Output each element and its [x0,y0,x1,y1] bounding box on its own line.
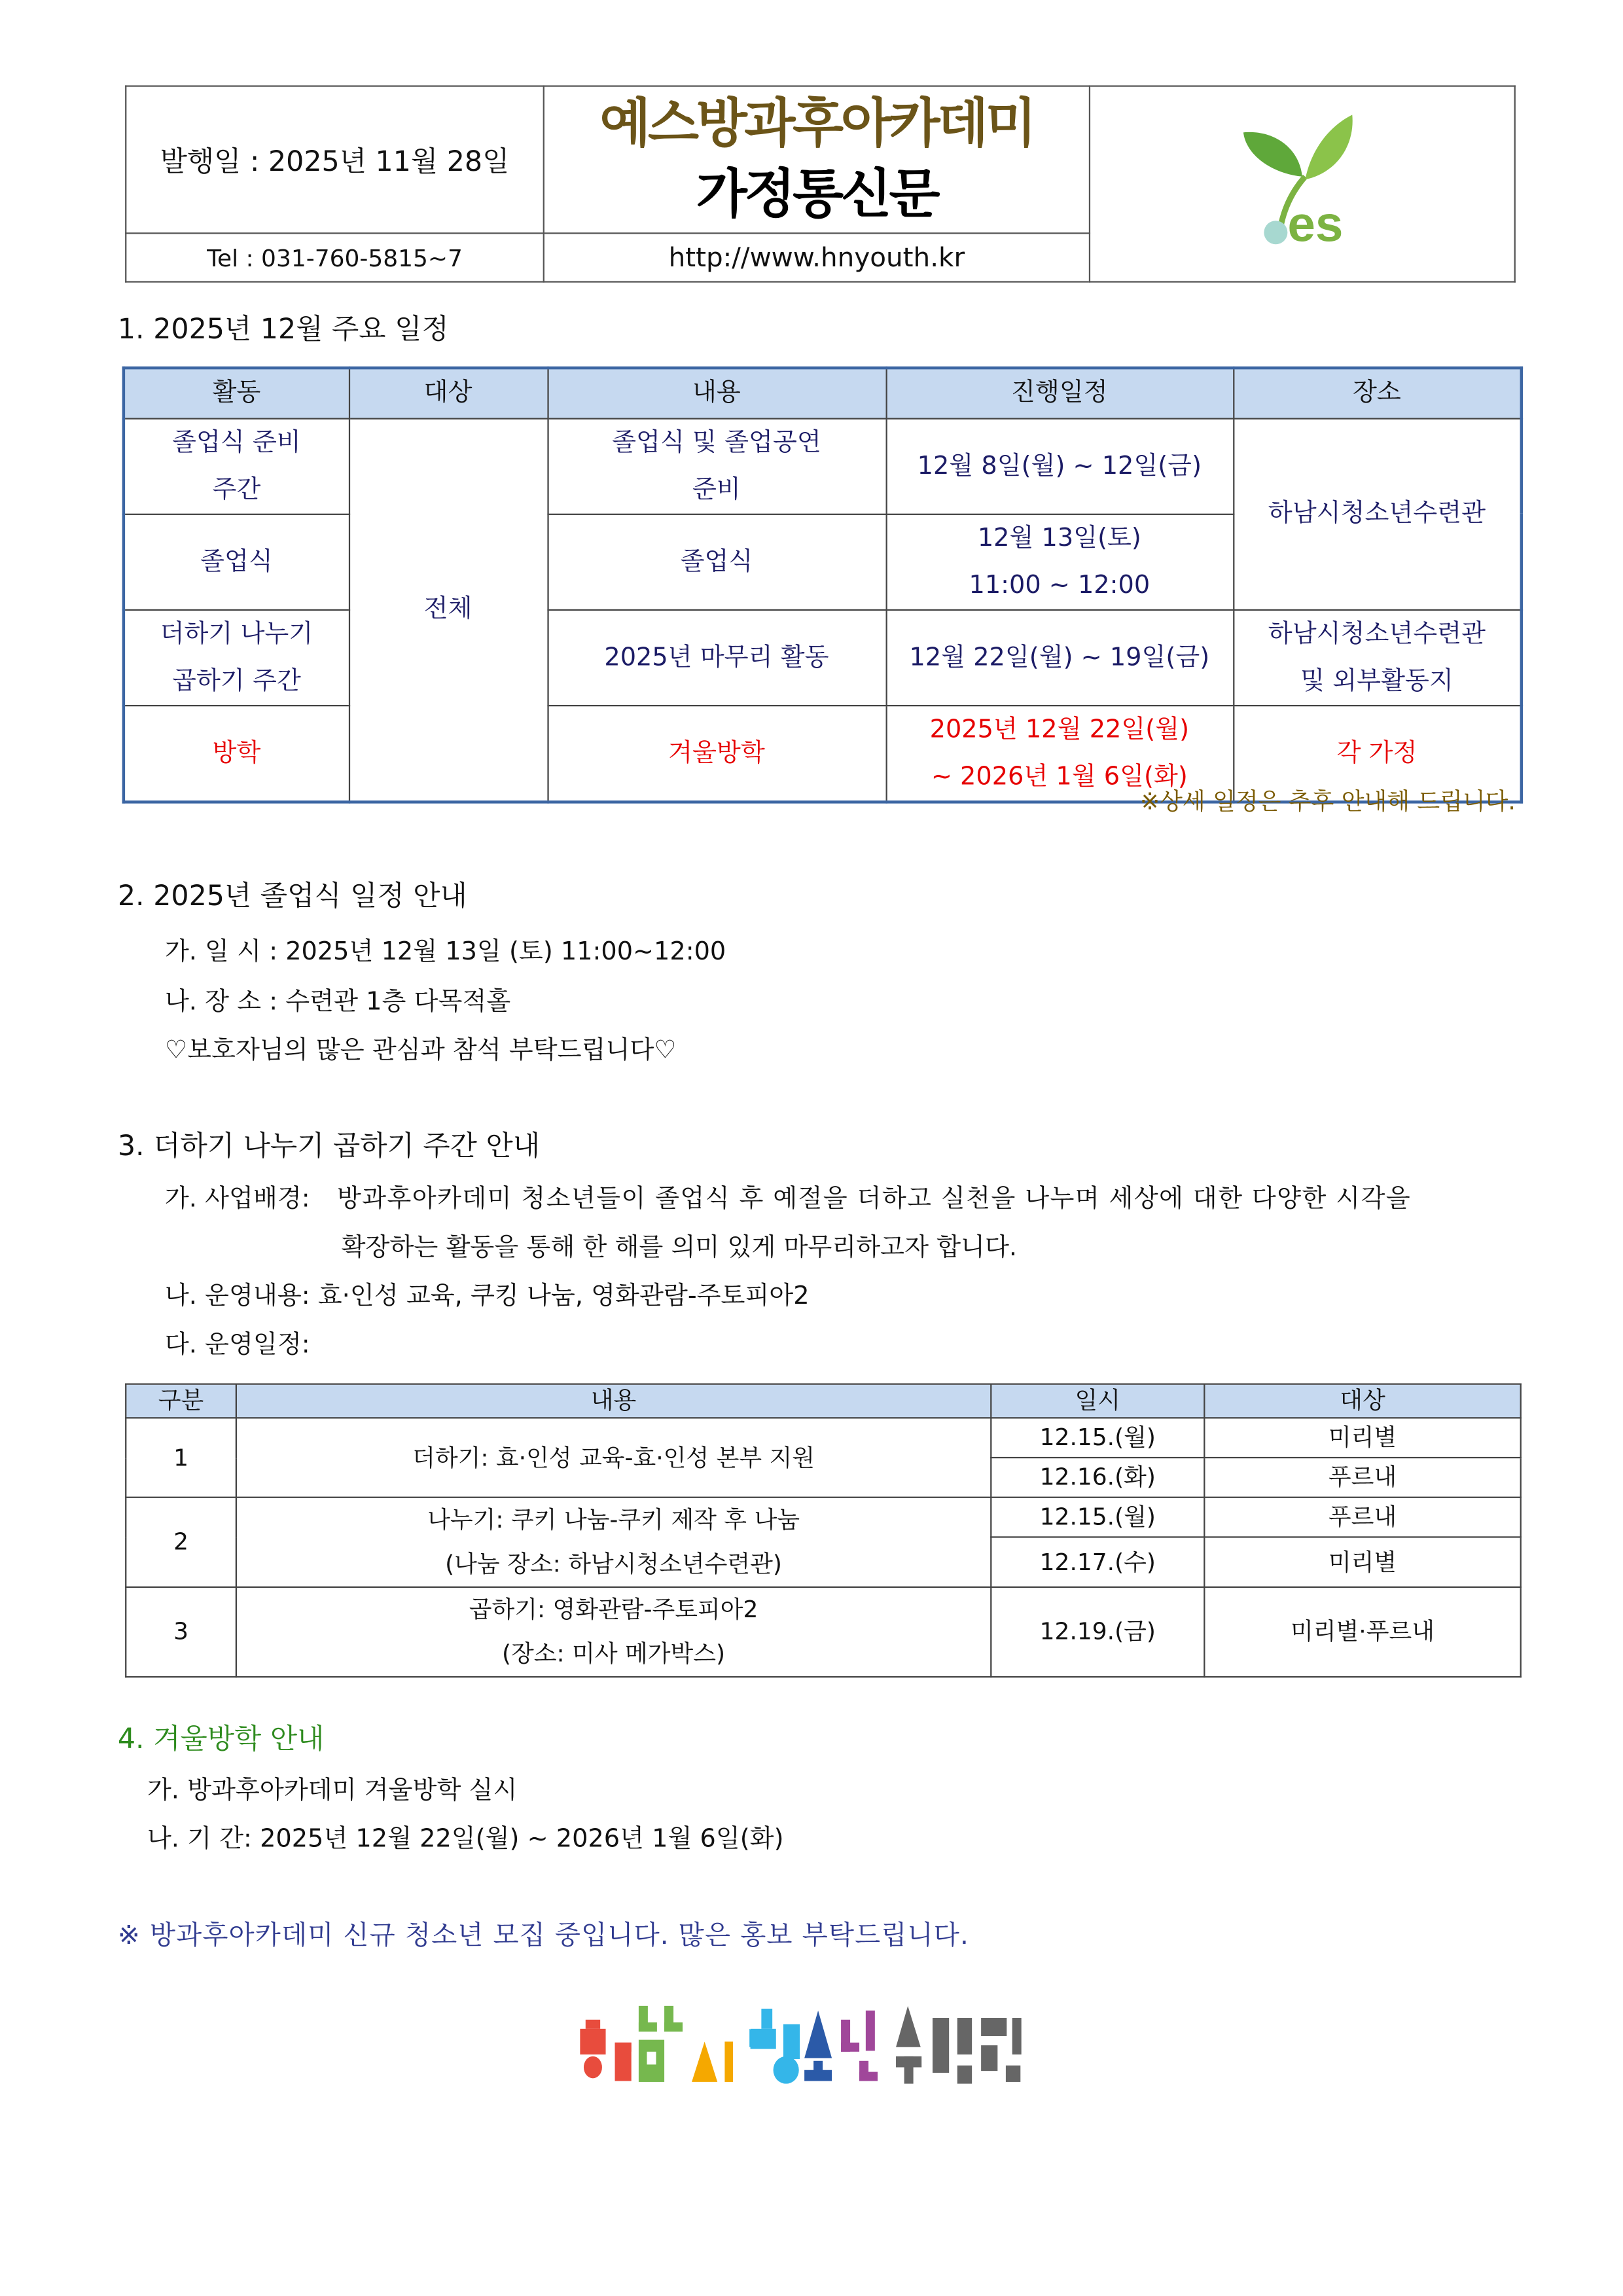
schedule: ~ 2026년 1월 6일(화) [931,761,1188,791]
issue-date: 발행일 : 2025년 11월 28일 [126,86,544,234]
schedule: 2025년 12월 22일(월) [929,714,1190,744]
section2-title: 2. 2025년 졸업식 일정 안내 [117,880,467,913]
content: 졸업식 [547,514,885,609]
schedule: 12월 8일(월) ~ 12일(금) [886,418,1234,514]
section4-title: 4. 겨울방학 안내 [117,1723,325,1756]
target: 미리별·푸르내 [1204,1587,1520,1677]
activity: 곱하기 주간 [172,666,301,696]
target: 미리별 [1204,1418,1520,1458]
target: 푸르내 [1204,1498,1520,1538]
schedule: 12월 13일(토) [977,523,1141,553]
date: 12.15.(월) [991,1418,1204,1458]
group-content: 나누기: 쿠키 나눔-쿠키 제작 후 나눔 [427,1505,800,1534]
background-text: 확장하는 활동을 통해 한 해를 의미 있게 마무리하고자 합니다. [341,1233,1018,1263]
schedule-table [122,367,1523,803]
group-content: (나눔 장소: 하남시청소년수련관) [445,1549,782,1578]
target: 푸르내 [1204,1458,1520,1498]
table-row [126,1418,1520,1458]
hanam-youth-center-logo [579,2001,1058,2084]
target-all: 전체 [349,418,548,802]
target: 미리별 [1204,1537,1520,1587]
graduation-date: 가. 일 시 : 2025년 12월 13일 (토) 11:00~12:00 [164,937,726,967]
schedule-label: 다. 운영일정: [164,1330,310,1360]
sprout-logo-icon [1214,115,1391,247]
doc-title: 가정통신문 [696,164,938,224]
schedule-note: ※상세 일정은 추후 안내해 드립니다. [1139,787,1516,816]
table-row [126,1587,1520,1677]
col-header: 진행일정 [886,368,1234,418]
org-name: 예스방과후아카데미 [599,93,1034,154]
col-header: 대상 [349,368,548,418]
col-header: 내용 [236,1384,991,1418]
content: 준비 [692,475,741,505]
graduation-request: ♡보호자님의 많은 관심과 참석 부탁드립니다♡ [164,1035,677,1066]
group-no: 3 [126,1587,236,1677]
schedule: 11:00 ~ 12:00 [969,570,1150,600]
website-link[interactable]: http://www.hnyouth.kr [544,233,1090,281]
content: 2025년 마무리 활동 [547,609,885,705]
date: 12.15.(월) [991,1498,1204,1538]
date: 12.19.(금) [991,1587,1204,1677]
col-header: 일시 [991,1384,1204,1418]
content: 겨울방학 [547,705,885,801]
group-content: 더하기: 효·인성 교육-효·인성 본부 지원 [236,1418,991,1497]
section3-title: 3. 더하기 나누기 곱하기 주간 안내 [117,1130,541,1163]
place: 하남시청소년수련관 [1268,619,1486,649]
date: 12.17.(수) [991,1537,1204,1587]
group-no: 1 [126,1418,236,1497]
content: 졸업식 및 졸업공연 [612,427,821,457]
col-header: 대상 [1204,1384,1520,1418]
svg-text:es: es [1287,196,1344,247]
weekly-schedule-table [125,1383,1522,1677]
activity: 주간 [212,475,261,505]
header-table [125,85,1516,282]
date: 12.16.(화) [991,1458,1204,1498]
activity: 졸업식 [124,514,349,609]
section1-title: 1. 2025년 12월 주요 일정 [117,313,449,346]
place: 및 외부활동지 [1300,666,1454,696]
group-content: (장소: 미사 메가박스) [502,1639,726,1668]
group-no: 2 [126,1498,236,1587]
col-header: 내용 [547,368,885,418]
activity: 더하기 나누기 [160,619,313,649]
recruit-note: ※ 방과후아카데미 신규 청소년 모집 중입니다. 많은 홍보 부탁드립니다. [117,1920,969,1952]
table-row [124,418,1522,514]
background-text: 방과후아카데미 청소년들이 졸업식 후 예절을 더하고 실천을 나누며 세상에 대한 다양한 시각을 [336,1184,1412,1214]
graduation-place: 나. 장 소 : 수련관 1층 다목적홀 [164,987,511,1017]
schedule: 12월 22일(월) ~ 19일(금) [886,609,1234,705]
col-header: 구분 [126,1384,236,1418]
vacation-period: 나. 기 간: 2025년 12월 22일(월) ~ 2026년 1월 6일(화) [147,1825,784,1854]
table-row [126,1498,1520,1538]
place: 각 가정 [1233,705,1522,801]
vacation-line: 가. 방과후아카데미 겨울방학 실시 [147,1776,518,1806]
col-header: 장소 [1233,368,1522,418]
place: 하남시청소년수련관 [1233,418,1522,609]
tel: Tel : 031-760-5815~7 [126,233,544,281]
group-content: 곱하기: 영화관람-주토피아2 [469,1595,758,1623]
table-row [124,609,1522,705]
col-header: 활동 [124,368,349,418]
activity: 방학 [124,705,349,801]
yes-logo [1090,86,1515,282]
background-label: 가. 사업배경: [164,1184,310,1214]
activity: 졸업식 준비 [172,427,301,457]
operation-content: 나. 운영내용: 효·인성 교육, 쿠킹 나눔, 영화관람-주토피아2 [164,1282,810,1312]
